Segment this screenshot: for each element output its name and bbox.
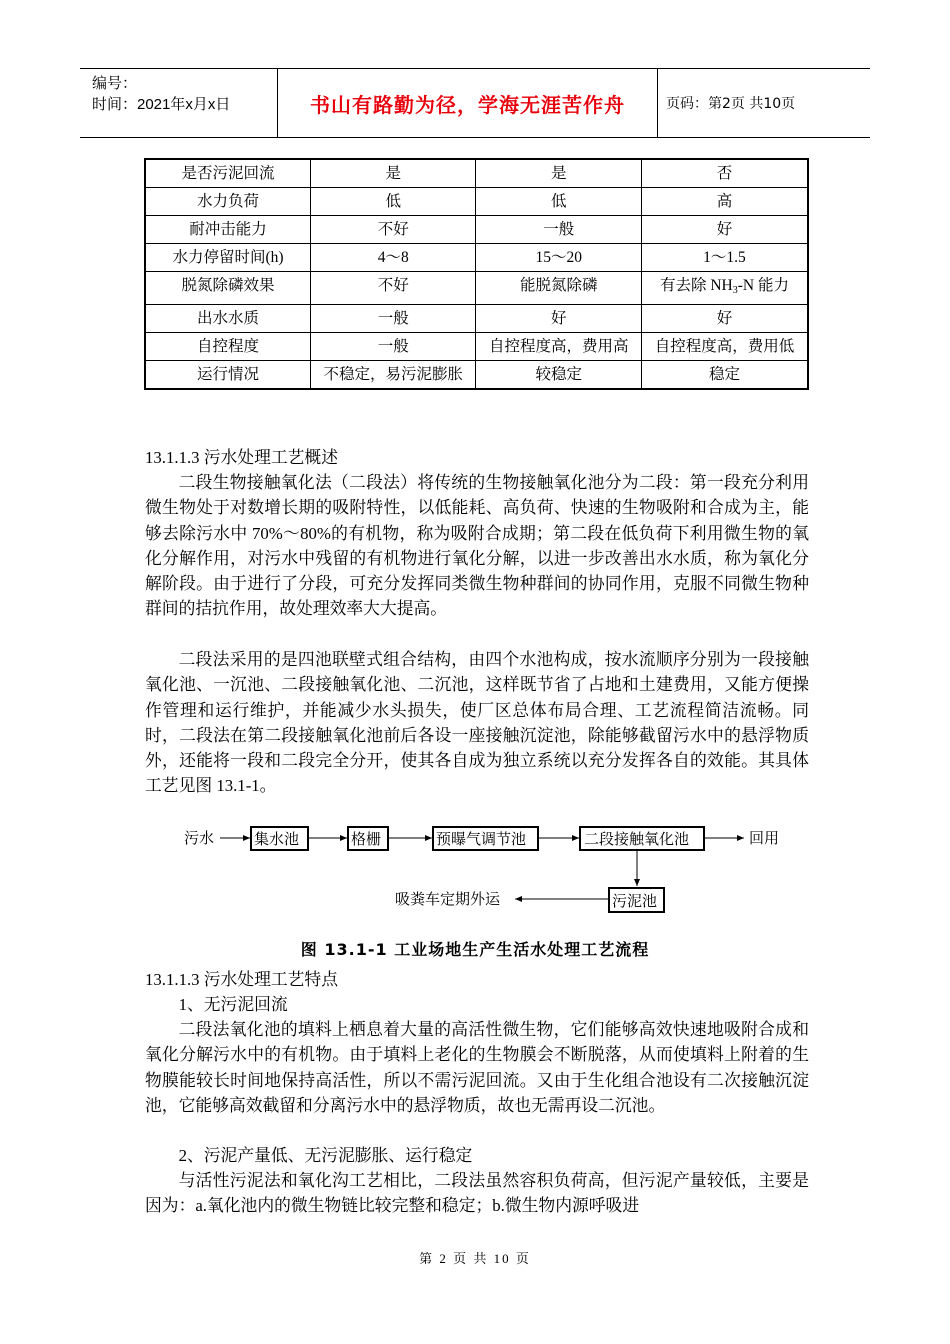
nh3-subscript: 3 — [732, 285, 738, 296]
table-row — [145, 188, 808, 216]
page-footer: 第 2 页 共 10 页 — [419, 1251, 531, 1266]
table-row — [145, 361, 808, 390]
process-flow-diagram — [0, 815, 950, 925]
table-cell: 不好 — [310, 216, 476, 244]
table-cell: 1～1.5 — [641, 244, 808, 272]
number-label: 编号： — [92, 75, 138, 92]
header-meta — [80, 69, 278, 137]
table-cell: 自控程度高，费用高 — [476, 333, 642, 361]
table-cell: 是 — [310, 159, 476, 188]
table-cell: 15～20 — [476, 244, 642, 272]
list-item: 2、污泥产量低、无污泥膨胀、运行稳定 — [178, 1146, 473, 1165]
table-cell: 不稳定，易污泥膨胀 — [310, 361, 476, 390]
list-item: 1、无污泥回流 — [178, 995, 288, 1014]
flow-sludge-output-label: 吸粪车定期外运 — [395, 892, 501, 908]
table-cell: 运行情况 — [145, 361, 310, 390]
table-cell — [641, 272, 808, 305]
section-heading: 13.1.1.3 污水处理工艺概述 — [145, 448, 338, 467]
header-motto: 书山有路勤为径，学海无涯苦作舟 — [278, 69, 658, 137]
comparison-table — [144, 158, 809, 390]
table-row — [145, 305, 808, 333]
table-row — [145, 333, 808, 361]
table-row — [145, 159, 808, 188]
table-cell: 好 — [476, 305, 642, 333]
table-cell: 出水水质 — [145, 305, 310, 333]
table-cell: 水力停留时间(h) — [145, 244, 310, 272]
table-cell: 不好 — [310, 272, 476, 305]
table-cell: 一般 — [310, 333, 476, 361]
table-cell: 水力负荷 — [145, 188, 310, 216]
flow-box-label: 集水池 — [254, 832, 300, 848]
table-cell: 能脱氮除磷 — [476, 272, 642, 305]
table-cell: 高 — [641, 188, 808, 216]
table-row — [145, 216, 808, 244]
figure-caption: 图 13.1-1 工业场地生产生活水处理工艺流程 — [300, 940, 650, 959]
table-cell: 4～8 — [310, 244, 476, 272]
flow-box-label: 预曝气调节池 — [436, 832, 527, 848]
table-cell: 耐冲击能力 — [145, 216, 310, 244]
table-cell: 自控程度高，费用低 — [641, 333, 808, 361]
nh3-text-pre: 有去除 NH — [659, 277, 733, 294]
nh3-text-post: -N 能力 — [737, 277, 789, 294]
table-row — [145, 244, 808, 272]
table-cell: 低 — [476, 188, 642, 216]
date-label: 时间：2021年x月x日 — [92, 96, 231, 113]
table-cell: 稳定 — [641, 361, 808, 390]
flow-input-label: 污水 — [184, 831, 215, 847]
flow-box-label: 污泥池 — [612, 894, 658, 910]
flow-box-label: 格栅 — [351, 832, 382, 848]
table-cell: 低 — [310, 188, 476, 216]
flow-box-label: 二段接触氧化池 — [584, 832, 690, 848]
table-cell: 是否污泥回流 — [145, 159, 310, 188]
table-cell: 好 — [641, 305, 808, 333]
page-header — [80, 68, 870, 138]
table-cell: 一般 — [476, 216, 642, 244]
table-row — [145, 272, 808, 305]
page-number: 页码：第2页 共10页 — [666, 96, 796, 112]
table-cell: 好 — [641, 216, 808, 244]
table-cell: 自控程度 — [145, 333, 310, 361]
section-heading: 13.1.1.3 污水处理工艺特点 — [145, 970, 338, 989]
paragraph: 与活性污泥法和氧化沟工艺相比，二段法虽然容积负荷高，但污泥产量较低，主要是因为：a.氧化池内的微生物链比较完整和稳定；b.微生物内源呼吸进 — [145, 1171, 809, 1216]
table-cell: 是 — [476, 159, 642, 188]
table-cell: 一般 — [310, 305, 476, 333]
flow-output-label: 回用 — [749, 831, 780, 847]
paragraph: 二段法氧化池的填料上栖息着大量的高活性微生物，它们能够高效快速地吸附合成和氧化分解污水中的有机物。由于填料上老化的生物膜会不断脱落，从而使填料上附着的生物膜能较长时间地保持高活性，所以不需污泥回流。又由于生化组合池设有二次接触沉淀池，它能够高效截留和分离污水中的悬浮物质，故也无需再设二沉池。 — [145, 1020, 809, 1115]
table-cell: 脱氮除磷效果 — [145, 272, 310, 305]
table-cell: 否 — [641, 159, 808, 188]
paragraph: 二段生物接触氧化法（二段法）将传统的生物接触氧化池分为二段：第一段充分利用微生物处于对数增长期的吸附特性，以低能耗、高负荷、快速的生物吸附和合成为主，能够去除污水中 70%～80%的有机物，称为吸附合成期；第二段在低负荷下利用微生物的氧化分解作用，对污水中残留的有机物进行氧化分解，以进一步改善出水水质，称为氧化分解阶段。由于进行了分段，可充分发挥同类微生物种群间的协同作用，克服不同微生物种群间的拮抗作用，故处理效率大大提高。 — [145, 473, 809, 619]
paragraph: 二段法采用的是四池联壁式组合结构，由四个水池构成，按水流顺序分别为一段接触氧化池、一沉池、二段接触氧化池、二沉池，这样既节省了占地和土建费用，又能方便操作管理和运行维护，并能减少水头损失，使厂区总体布局合理、工艺流程简洁流畅。同时，二段法在第二段接触氧化池前后各设一座接触沉淀池，除能够截留污水中的悬浮物质外，还能将一段和二段完全分开，使其各自成为独立系统以充分发挥各自的效能。其具体工艺见图 13.1-1。 — [145, 650, 809, 796]
table-cell: 较稳定 — [476, 361, 642, 390]
